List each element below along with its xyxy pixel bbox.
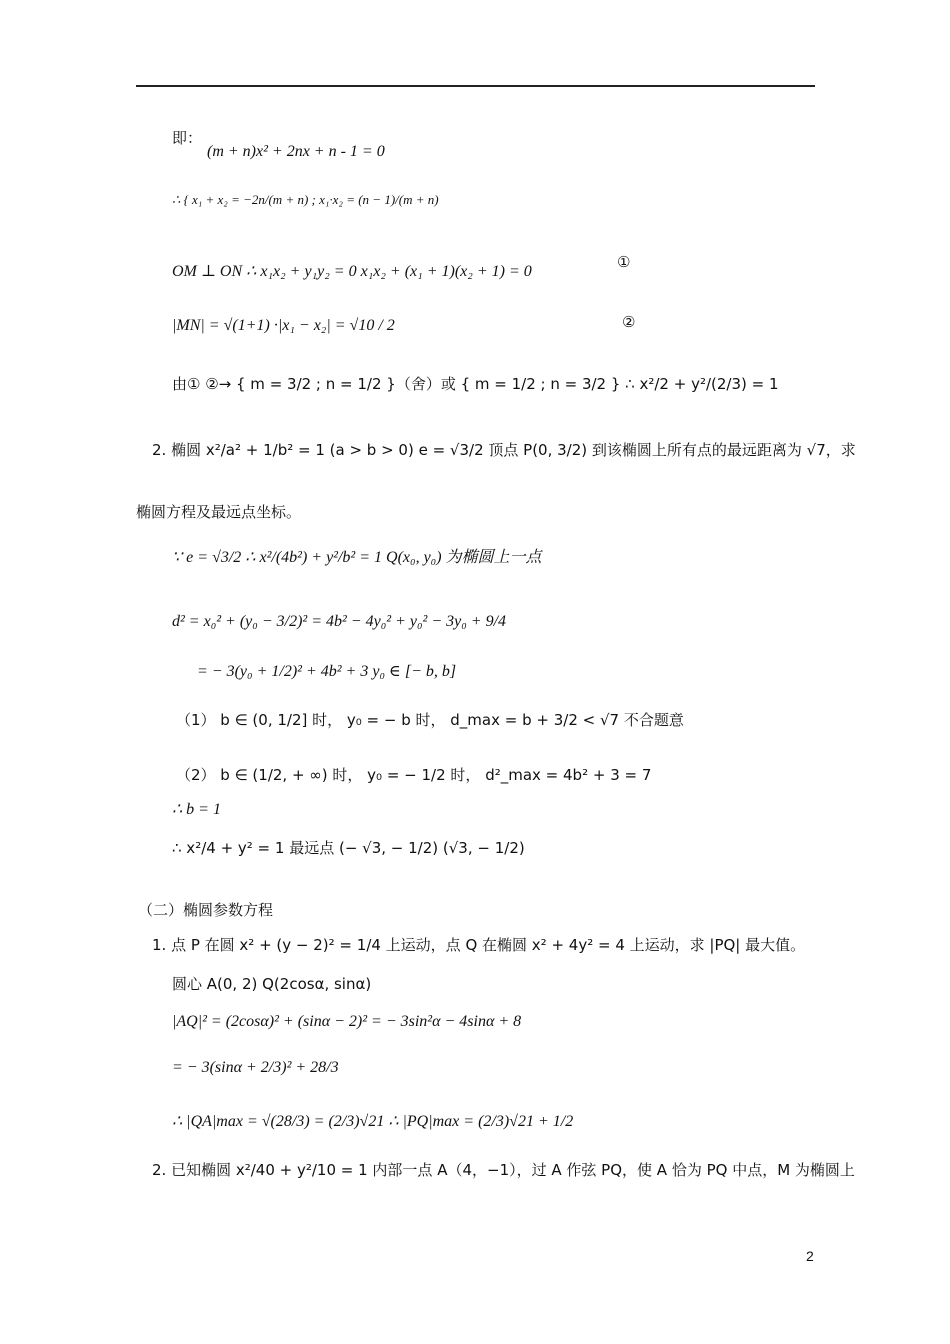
text-line: = − 3(y₀ + 1/2)² + 4b² + 3 y₀ ∈ [− b, b] [197,663,457,680]
text-line: |AQ|² = (2cosα)² + (sinα − 2)² = − 3sin²α − 4sinα + 8 [172,1013,522,1030]
page-number: 2 [806,1248,814,1264]
text-line: （二）椭圆参数方程 [138,901,274,919]
text-line: |MN| = √(1+1) ·|x₁ − x₂| = √10 / 2 [172,317,395,334]
text-line: = − 3(sinα + 2/3)² + 28/3 [172,1059,339,1076]
text-line: 圆心 A(0, 2) Q(2cosα, sinα) [172,975,372,993]
text-line: 2. 已知椭圆 x²/40 + y²/10 = 1 内部一点 A（4，−1），过 A 作弦 PQ，使 A 恰为 PQ 中点，M 为椭圆上 [152,1161,855,1179]
text-line: 即： [172,129,203,147]
text-line: ② [622,313,636,331]
text-line: d² = x₀² + (y₀ − 3/2)² = 4b² − 4y₀² + y₀² − 3y₀ + 9/4 [172,613,507,630]
text-line: ① [617,253,631,271]
text-line: ∴ { x₁ + x₂ = −2n/(m + n) ; x₁·x₂ = (n − 1)/(m + n) [172,192,439,207]
text-line: OM ⊥ ON ∴ x₁x₂ + y₁y₂ = 0 x₁x₂ + (x₁ + 1)(x₂ + 1) = 0 [172,263,532,280]
text-line: （1） b ∈ (0, 1/2] 时， y₀ = − b 时， d_max = b + 3/2 < √7 不合题意 [176,711,684,729]
text-line: (m + n)x² + 2nx + n - 1 = 0 [207,143,385,160]
text-line: ∴ b = 1 [172,801,221,818]
text-line: ∴ |QA|max = √(28/3) = (2/3)√21 ∴ |PQ|max = (2/3)√21 + 1/2 [172,1113,574,1130]
text-line: 2. 椭圆 x²/a² + 1/b² = 1 (a > b > 0) e = √3/2 顶点 P(0, 3/2) 到该椭圆上所有点的最远距离为 √7，求 [152,441,856,459]
text-line: ∵ e = √3/2 ∴ x²/(4b²) + y²/b² = 1 Q(x₀, y₀) 为椭圆上一点 [172,549,542,566]
text-line: 椭圆方程及最远点坐标。 [136,503,302,521]
text-line: 1. 点 P 在圆 x² + (y − 2)² = 1/4 上运动，点 Q 在椭圆 x² + 4y² = 4 上运动，求 |PQ| 最大值。 [152,936,806,954]
text-line: （2） b ∈ (1/2, + ∞) 时， y₀ = − 1/2 时， d²_max = 4b² + 3 = 7 [176,766,652,784]
text-line: 由① ②→ { m = 3/2 ; n = 1/2 }（舍）或 { m = 1/2 ; n = 3/2 } ∴ x²/2 + y²/(2/3) = 1 [172,375,779,393]
text-line: ∴ x²/4 + y² = 1 最远点 (− √3, − 1/2) (√3, − 1/2) [172,839,525,857]
header-rule [136,85,815,87]
